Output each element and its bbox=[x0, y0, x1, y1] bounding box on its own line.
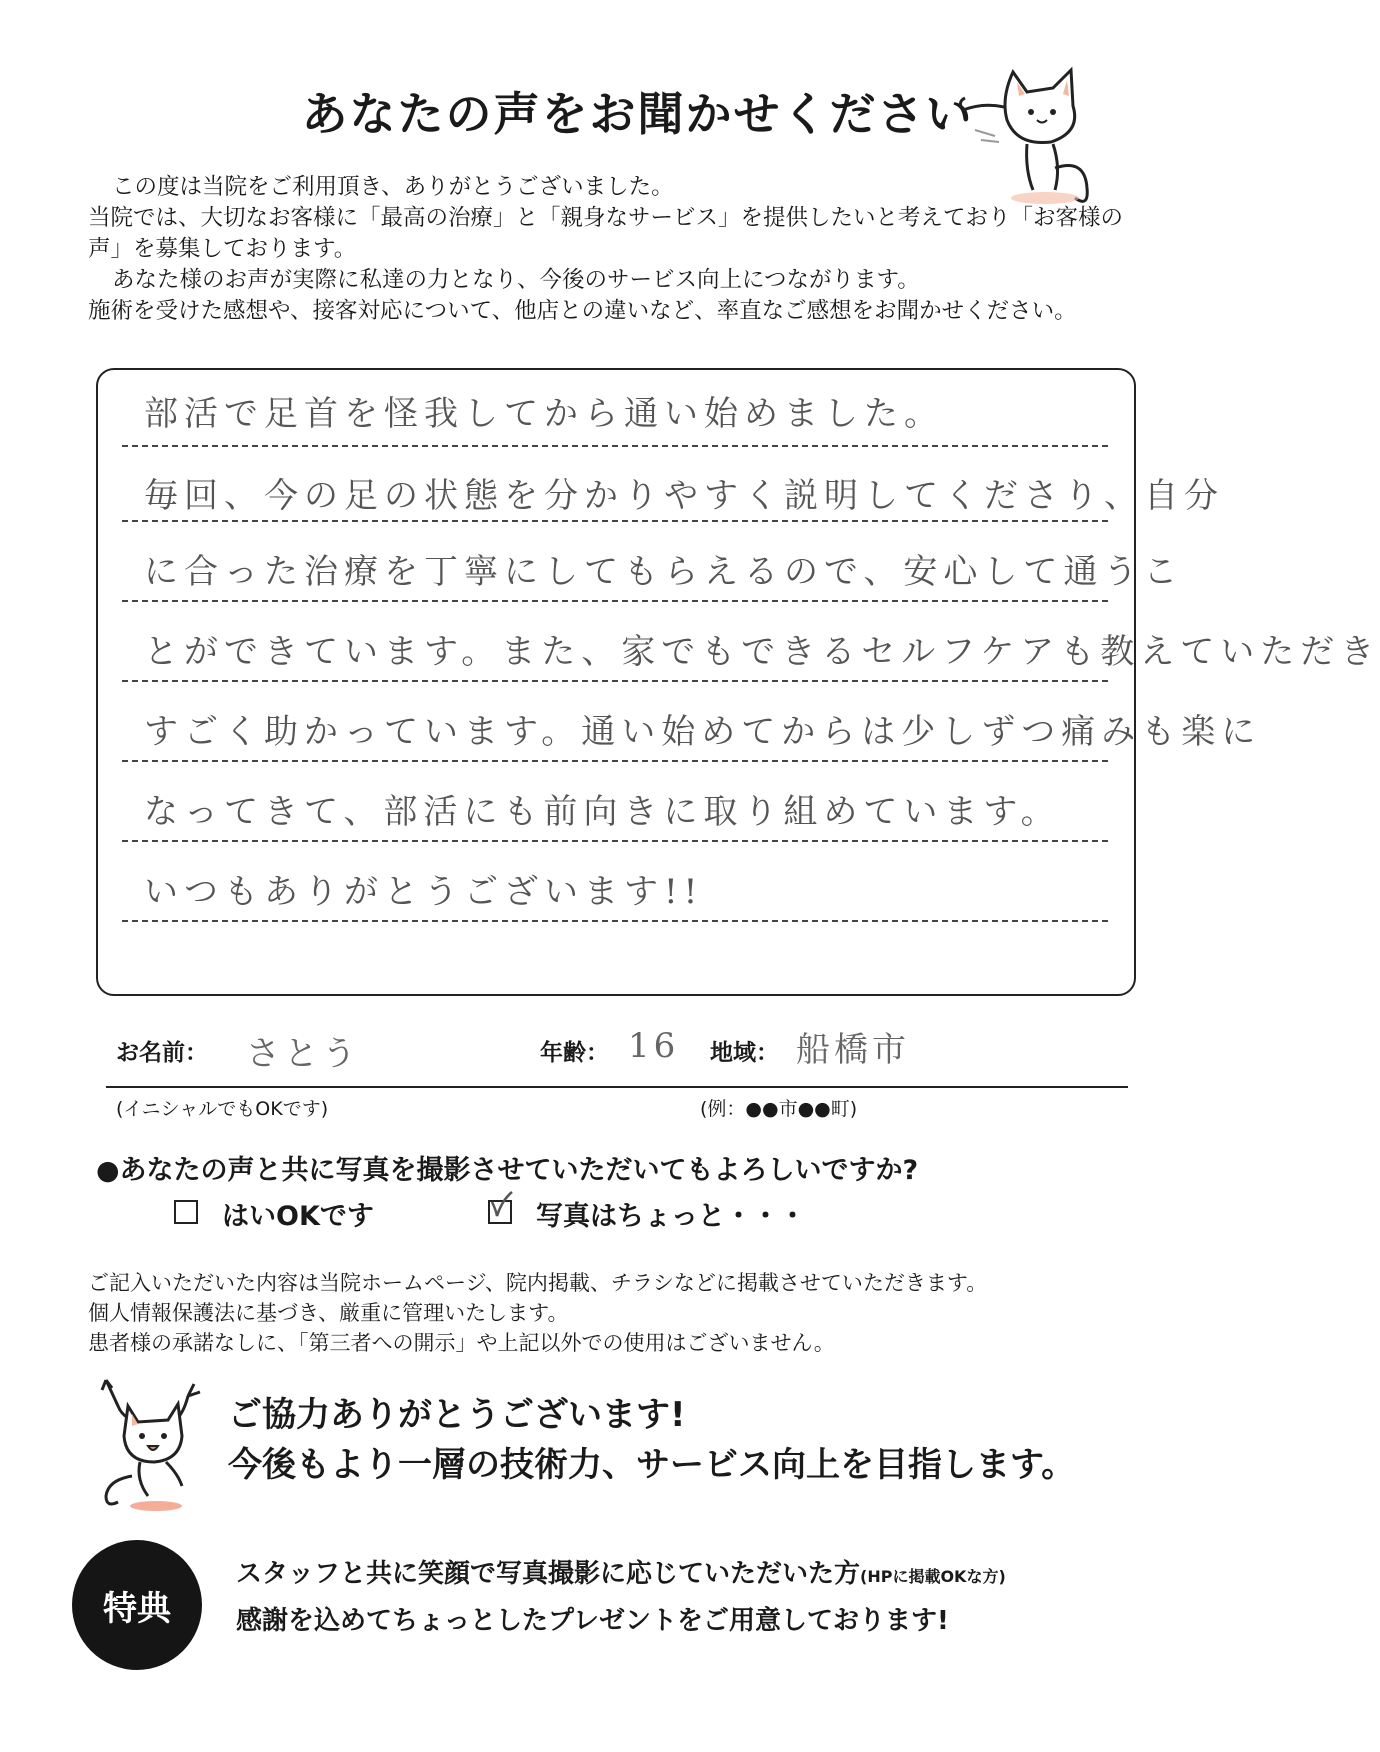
area-note: (例：●●市●●町) bbox=[700, 1098, 858, 1120]
bonus-line: スタッフと共に笑顔で写真撮影に応じていただいた方 bbox=[236, 1559, 861, 1589]
bonus-badge: 特典 bbox=[72, 1540, 202, 1670]
dotted-rule bbox=[122, 760, 1108, 762]
comment-line-text: いつもありがとうございます!! bbox=[144, 872, 704, 912]
privacy-notice bbox=[88, 1268, 1168, 1358]
cheering-cat-icon bbox=[92, 1376, 222, 1516]
dotted-rule bbox=[122, 600, 1108, 602]
photo-question: ●あなたの声と共に写真を撮影させていただいてもよろしいですか? bbox=[96, 1155, 919, 1186]
comment-line-text: に合った治療を丁寧にしてもらえるので、安心して通うこ bbox=[144, 552, 1184, 592]
name-label: お名前： bbox=[116, 1040, 208, 1066]
no-checkbox[interactable] bbox=[488, 1200, 512, 1224]
name-value: さとう bbox=[246, 1034, 360, 1074]
dotted-rule bbox=[122, 840, 1108, 842]
thanks-line: ご協力ありがとうございます! bbox=[228, 1395, 686, 1435]
intro-text bbox=[88, 172, 1148, 327]
privacy-line: ご記入いただいた内容は当院ホームページ、院内掲載、チラシなどに掲載させていただきます。 bbox=[88, 1271, 988, 1295]
intro-paragraph: あなた様のお声が実際に私達の力となり、今後のサービス向上につながります。 bbox=[112, 267, 920, 293]
name-note: (イニシャルでもOKです) bbox=[116, 1098, 329, 1120]
comment-line-text: 毎回、今の足の状態を分かりやすく説明してくださり、自分 bbox=[144, 476, 1224, 516]
intro-paragraph: 施術を受けた感想や、接客対応について、他店との違いなど、率直なご感想をお聞かせください。 bbox=[88, 298, 1077, 324]
comment-line-text: すごく助かっています。通い始めてからは少しずつ痛みも楽に bbox=[144, 712, 1262, 752]
bonus-line: 感謝を込めてちょっとしたプレゼントをご用意しております! bbox=[236, 1606, 949, 1636]
age-value: 16 bbox=[628, 1026, 680, 1066]
dotted-rule bbox=[122, 680, 1108, 682]
comment-line-text: なってきて、部活にも前向きに取り組めています。 bbox=[144, 792, 1061, 832]
thanks-message bbox=[228, 1390, 1075, 1490]
intro-paragraph: 当院では、大切なお客様に「最高の治療」と「親身なサービス」を提供したいと考えており「お客様の声」を募集しております。 bbox=[88, 205, 1124, 262]
privacy-line: 患者様の承諾なしに、「第三者への開示」や上記以外での使用はございません。 bbox=[88, 1331, 835, 1355]
intro-paragraph: この度は当院をご利用頂き、ありがとうございました。 bbox=[112, 174, 674, 200]
bonus-text bbox=[236, 1552, 1006, 1643]
area-value: 船橋市 bbox=[796, 1030, 910, 1070]
dotted-rule bbox=[122, 920, 1108, 922]
privacy-line: 個人情報保護法に基づき、厳重に管理いたします。 bbox=[88, 1301, 569, 1325]
dotted-rule bbox=[122, 445, 1108, 447]
page-title: あなたの声をお聞かせください bbox=[301, 87, 974, 141]
age-label: 年齢： bbox=[540, 1040, 609, 1066]
dotted-rule bbox=[122, 520, 1108, 522]
comment-line-text: 部活で足首を怪我してから通い始めました。 bbox=[144, 394, 944, 434]
comment-box bbox=[96, 368, 1380, 996]
form-rule bbox=[106, 1086, 1128, 1088]
thanks-line: 今後もより一層の技術力、サービス向上を目指します。 bbox=[228, 1445, 1076, 1485]
comment-line-text: とができています。また、家でもできるセルフケアも教えていただき bbox=[144, 632, 1380, 672]
check-mark-icon bbox=[486, 1190, 516, 1224]
area-label: 地域： bbox=[710, 1040, 779, 1066]
yes-checkbox[interactable] bbox=[174, 1200, 198, 1224]
yes-option-label: はいOKです bbox=[222, 1201, 374, 1232]
bonus-note: (HPに掲載OKな方) bbox=[860, 1567, 1006, 1586]
no-option-label: 写真はちょっと・・・ bbox=[536, 1201, 806, 1232]
